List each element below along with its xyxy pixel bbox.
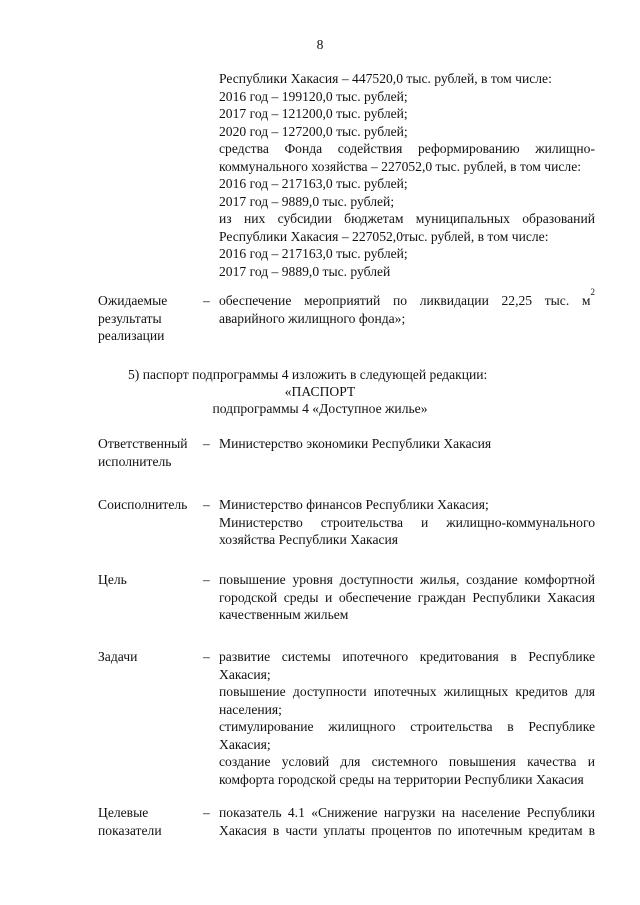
text-line: 2017 год – 9889,0 тыс. рублей [219, 263, 391, 279]
row-label: Ответственный исполнитель [98, 436, 188, 469]
row-label: Ожидаемые результаты реализации [98, 293, 168, 343]
text-line: Республики Хакасия – 227052,0тыс. рублей, в том числе: [219, 228, 549, 244]
row-label: Целевые показатели [98, 805, 162, 838]
row-value: развитие системы ипотечного кредитования в Республике Хакасия; повышение доступности ипотечных жилищных кредитов для населения; стимулирование жилищного строительства в Республике Хакасия; создание условий для системного повышения качества и комфорта городской среды на территории Республики Хакасия [219, 649, 595, 787]
text-line: 2016 год – 217163,0 тыс. рублей; [219, 176, 408, 191]
text-line: коммунального хозяйства – 227052,0 тыс. рублей, в том числе: [219, 158, 582, 174]
text-line: средства Фонда содействия реформированию жилищно- [219, 141, 595, 156]
text-line: Республики Хакасия – 447520,0 тыс. рублей, в том числе: [219, 71, 552, 86]
row-label: Цель [98, 572, 127, 587]
text-line: 2020 год – 127200,0 тыс. рублей; [219, 123, 408, 139]
text-line: 2016 год – 199120,0 тыс. рублей; [219, 88, 408, 104]
row-label: Задачи [98, 649, 138, 664]
row-label: Соисполнитель [98, 497, 188, 512]
dash: – [203, 497, 210, 512]
intro-paragraph: 5) паспорт подпрограммы 4 изложить в следующей редакции: [128, 367, 488, 382]
row-value: показатель 4.1 «Снижение нагрузки на население Республики Хакасия в части уплаты процентов по ипотечным кредитам в [219, 805, 595, 838]
row-value: Министерство экономики Республики Хакасия [219, 436, 492, 451]
text-line: 2017 год – 121200,0 тыс. рублей; [219, 106, 408, 121]
funding-continuation [219, 70, 595, 280]
dash: – [203, 649, 210, 664]
page-number: 8 [316, 37, 324, 52]
row-value: повышение уровня доступности жилья, создание комфортной городской среды и обеспечение граждан Республики Хакасия качественным жильем [219, 572, 595, 622]
passport-title: «ПАСПОРТ [284, 384, 356, 399]
text-line: из них субсидии бюджетам муниципальных образований [219, 211, 595, 226]
dash: – [203, 572, 210, 587]
dash: – [203, 293, 210, 308]
row-value: обеспечение мероприятий по ликвидации 22,25 тыс. $м^2$ аварийного жилищного фонда»; [219, 287, 595, 326]
dash: – [203, 805, 210, 820]
text-line: 2017 год – 9889,0 тыс. рублей; [219, 193, 395, 209]
row-value: Министерство финансов Республики Хакасия; Министерство строительства и жилищно-коммунального хозяйства Республики Хакасия [219, 497, 595, 547]
passport-subtitle: подпрограммы 4 «Доступное жилье» [212, 401, 428, 416]
text-line: 2016 год – 217163,0 тыс. рублей; [219, 246, 408, 261]
dash: – [203, 436, 210, 451]
superscript: 2 [590, 287, 595, 298]
